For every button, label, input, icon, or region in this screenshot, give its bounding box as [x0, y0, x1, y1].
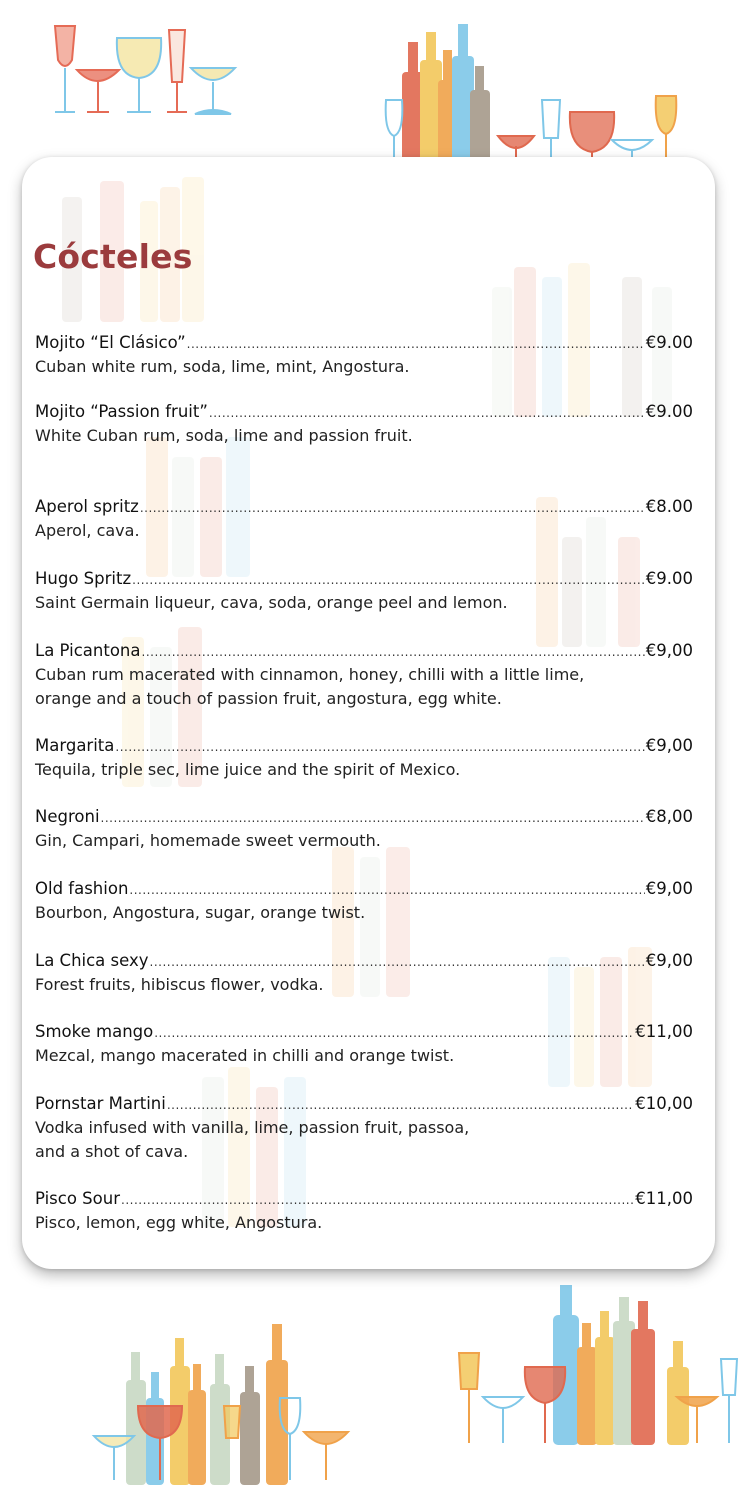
menu-item [35, 1021, 693, 1068]
item-description: Gin, Campari, homemade sweet vermouth. [35, 831, 381, 850]
item-name: Pisco Sour [35, 1189, 120, 1208]
dot-leader [121, 1189, 634, 1211]
menu-item [35, 950, 693, 997]
item-price: €8,00 [645, 807, 693, 826]
bottles-illustration-bottom-left [90, 1320, 360, 1490]
item-price: €9,00 [645, 951, 693, 970]
menu-item [35, 401, 693, 448]
item-description: Cuban rum macerated with cinnamon, honey, chilli with a little lime, orange and a touch of passion fruit, angostura, egg white. [35, 665, 585, 708]
item-price: €8.00 [645, 497, 693, 516]
bottles-illustration-bottom-right [455, 1285, 740, 1450]
menu-item [35, 735, 693, 782]
item-name: La Chica sexy [35, 951, 149, 970]
menu-item [35, 640, 693, 711]
item-name: Aperol spritz [35, 497, 139, 516]
menu-item [35, 568, 693, 615]
menu-card [22, 157, 715, 1269]
item-description: Pisco, lemon, egg white, Angostura. [35, 1213, 323, 1232]
dot-leader [140, 497, 645, 519]
item-name: Margarita [35, 736, 115, 755]
dot-leader [142, 641, 645, 663]
item-price: €9,00 [645, 879, 693, 898]
item-description: Tequila, triple sec, lime juice and the spirit of Mexico. [35, 760, 461, 779]
menu-item [35, 332, 693, 379]
menu-item [35, 496, 693, 543]
item-price: €11,00 [635, 1022, 693, 1041]
item-description: Bourbon, Angostura, sugar, orange twist. [35, 903, 366, 922]
dot-leader [150, 951, 645, 973]
item-price: €9,00 [645, 641, 693, 660]
item-name: Hugo Spritz [35, 569, 132, 588]
dot-leader [115, 736, 644, 758]
menu-item [35, 878, 693, 925]
item-description: White Cuban rum, soda, lime and passion fruit. [35, 426, 413, 445]
dot-leader [154, 1022, 634, 1044]
item-name: La Picantona [35, 641, 141, 660]
item-name: Negroni [35, 807, 100, 826]
item-price: €9.00 [645, 333, 693, 352]
item-price: €9,00 [645, 736, 693, 755]
dot-leader [209, 402, 645, 424]
item-name: Smoke mango [35, 1022, 154, 1041]
dot-leader [132, 569, 645, 591]
menu-item [35, 1188, 693, 1235]
glasses-illustration-top-left [45, 20, 245, 120]
dot-leader [129, 879, 644, 901]
item-description: Forest fruits, hibiscus flower, vodka. [35, 975, 324, 994]
item-description: Cuban white rum, soda, lime, mint, Angostura. [35, 357, 410, 376]
item-description: Mezcal, mango macerated in chilli and orange twist. [35, 1046, 455, 1065]
item-name: Mojito “Passion fruit” [35, 402, 208, 421]
item-price: €10,00 [635, 1094, 693, 1113]
item-price: €11,00 [635, 1189, 693, 1208]
item-description: Saint Germain liqueur, cava, soda, orange peel and lemon. [35, 593, 508, 612]
item-description: Aperol, cava. [35, 521, 140, 540]
dot-leader [187, 333, 645, 355]
menu-item [35, 1093, 693, 1164]
menu-item [35, 806, 693, 853]
item-description: Vodka infused with vanilla, lime, passion fruit, passoa, and a shot of cava. [35, 1118, 470, 1161]
item-name: Old fashion [35, 879, 129, 898]
dot-leader [167, 1094, 634, 1116]
item-price: €9.00 [645, 402, 693, 421]
dot-leader [101, 807, 645, 829]
item-name: Pornstar Martini [35, 1094, 166, 1113]
item-price: €9.00 [645, 569, 693, 588]
menu-title: Cócteles [33, 237, 193, 276]
item-name: Mojito “El Clásico” [35, 333, 186, 352]
